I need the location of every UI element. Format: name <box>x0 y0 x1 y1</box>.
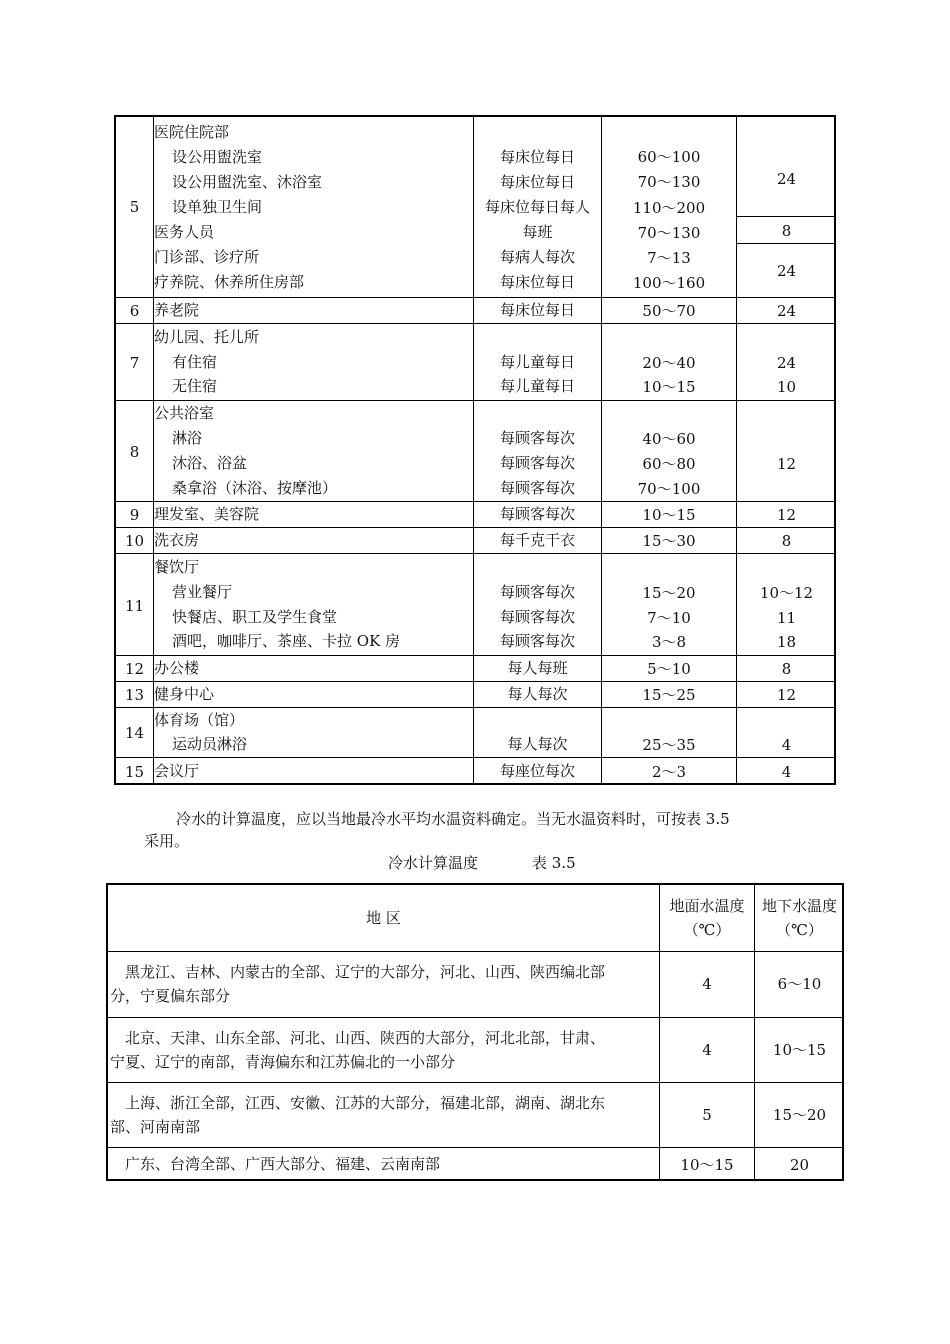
ground-temp: 6～10 <box>777 975 822 993</box>
item-label: 酒吧，咖啡厅、茶座、卡拉 OK 房 <box>172 632 401 650</box>
row-number: 8 <box>129 443 140 461</box>
unit-cell: 每千克干衣 <box>499 531 575 549</box>
row-divider <box>736 216 834 217</box>
row-divider <box>116 400 834 401</box>
unit-cell: 每人每次 <box>507 685 568 703</box>
region-text: 宁夏、辽宁的南部，青海偏东和江苏偏北的一小部分 <box>110 1053 456 1071</box>
quota-cell: 70～130 <box>637 224 701 242</box>
item-label: 疗养院、休养所住房部 <box>154 273 305 291</box>
unit-cell: 每儿童每日 <box>499 377 575 395</box>
quota-cell: 10～15 <box>642 506 696 524</box>
quota-cell: 110～200 <box>632 199 706 217</box>
row-number: 12 <box>124 660 145 678</box>
ground-temp: 20 <box>789 1156 810 1174</box>
unit-cell: 每顾客每次 <box>499 632 575 650</box>
unit-cell: 每座位每次 <box>499 762 575 780</box>
hours-cell: 12 <box>776 506 797 524</box>
quota-cell: 10～15 <box>642 378 696 396</box>
hours-cell: 18 <box>776 633 797 651</box>
row-divider <box>116 323 834 324</box>
surface-temp: 4 <box>702 1041 712 1059</box>
unit-cell: 每床位每日 <box>499 173 575 191</box>
hours-cell: 8 <box>781 222 792 240</box>
item-label: 沐浴、浴盆 <box>172 454 248 472</box>
quota-cell: 5～10 <box>647 660 691 678</box>
item-label: 幼儿园、托儿所 <box>154 328 260 346</box>
region-text: 部、河南南部 <box>110 1118 201 1136</box>
item-label: 公共浴室 <box>154 404 215 422</box>
unit-cell: 每人每次 <box>507 735 568 753</box>
unit-cell: 每床位每日 <box>499 301 575 319</box>
ground-temp: 15～20 <box>772 1106 827 1124</box>
unit-cell: 每病人每次 <box>499 248 575 266</box>
hours-cell: 24 <box>776 354 797 372</box>
region-text: 上海、浙江全部，江西、安徽、江苏的大部分，福建北部，湖南、湖北东 <box>110 1094 606 1112</box>
item-label: 有住宿 <box>172 353 218 371</box>
item-label: 医务人员 <box>154 223 215 241</box>
quota-cell: 70～130 <box>637 173 701 191</box>
quota-cell: 2～3 <box>651 763 687 781</box>
region-text: 分，宁夏偏东部分 <box>110 987 231 1005</box>
unit-cell: 每顾客每次 <box>499 479 575 497</box>
unit-cell: 每床位每日 <box>499 148 575 166</box>
hours-cell: 4 <box>781 763 792 781</box>
item-label: 设公用盥洗室 <box>172 148 263 166</box>
row-number: 10 <box>124 532 145 550</box>
header-surface-unit: （℃） <box>683 921 731 939</box>
unit-cell: 每儿童每日 <box>499 353 575 371</box>
item-label: 无住宿 <box>172 377 218 395</box>
row-divider <box>108 1082 842 1083</box>
quota-cell: 20～40 <box>642 354 696 372</box>
header-region: 地 区 <box>366 909 401 927</box>
unit-cell: 每顾客每次 <box>499 608 575 626</box>
row-divider <box>736 243 834 244</box>
surface-temp: 5 <box>702 1106 712 1124</box>
hours-cell: 10～12 <box>759 584 814 602</box>
unit-cell: 每人每班 <box>507 659 568 677</box>
quota-cell: 7～10 <box>647 609 691 627</box>
quota-cell: 15～20 <box>642 584 696 602</box>
hours-cell: 12 <box>776 686 797 704</box>
item-label: 洗衣房 <box>154 531 200 549</box>
item-label: 健身中心 <box>154 685 215 703</box>
unit-cell: 每班 <box>522 223 553 241</box>
item-label: 营业餐厅 <box>172 583 233 601</box>
table-number: 表 3.5 <box>532 854 576 872</box>
hours-cell: 24 <box>776 262 797 280</box>
hours-cell: 8 <box>781 660 792 678</box>
item-label: 桑拿浴（沐浴、按摩池） <box>172 479 338 497</box>
row-divider <box>116 553 834 554</box>
row-number: 6 <box>129 302 140 320</box>
row-number: 14 <box>124 724 145 742</box>
quota-cell: 70～100 <box>637 480 701 498</box>
quota-cell: 60～80 <box>642 455 696 473</box>
item-label: 淋浴 <box>172 429 203 447</box>
cold-water-temperature-table <box>106 883 844 1181</box>
item-label: 养老院 <box>154 301 200 319</box>
water-quota-table <box>114 115 836 785</box>
quota-cell: 100～160 <box>632 274 706 292</box>
table-caption: 冷水计算温度 <box>388 854 479 872</box>
region-text: 广东、台湾全部、广西大部分、福建、云南南部 <box>110 1155 441 1173</box>
item-label: 理发室、美容院 <box>154 505 260 523</box>
row-number: 5 <box>129 198 140 216</box>
row-divider <box>108 1017 842 1018</box>
ground-temp: 10～15 <box>772 1041 827 1059</box>
item-label: 门诊部、诊疗所 <box>154 248 260 266</box>
item-label: 快餐店、职工及学生食堂 <box>172 608 338 626</box>
header-surface: 地面水温度 <box>669 897 745 915</box>
item-label: 设公用盥洗室、沐浴室 <box>172 173 323 191</box>
unit-cell: 每床位每日每人 <box>484 198 590 216</box>
hours-cell: 4 <box>781 736 792 754</box>
quota-cell: 3～8 <box>651 633 687 651</box>
unit-cell: 每顾客每次 <box>499 583 575 601</box>
unit-cell: 每顾客每次 <box>499 505 575 523</box>
row-number: 11 <box>124 597 145 615</box>
header-ground-unit: （℃） <box>776 921 823 939</box>
hours-cell: 12 <box>776 455 797 473</box>
quota-cell: 50～70 <box>642 302 696 320</box>
paragraph-line: 冷水的计算温度，应以当地最冷水平均水温资料确定。当无水温资料时，可按表 3.5 <box>176 810 730 828</box>
row-divider <box>116 757 834 758</box>
hours-cell: 11 <box>776 609 797 627</box>
item-label: 医院住院部 <box>154 123 230 141</box>
quota-cell: 40～60 <box>642 430 696 448</box>
quota-cell: 15～30 <box>642 532 696 550</box>
quota-cell: 60～100 <box>637 148 701 166</box>
hours-cell: 24 <box>776 302 797 320</box>
row-number: 7 <box>129 354 140 372</box>
row-divider <box>108 951 842 952</box>
item-label: 会议厅 <box>154 762 200 780</box>
unit-cell: 每床位每日 <box>499 273 575 291</box>
quota-cell: 15～25 <box>642 686 696 704</box>
surface-temp: 4 <box>702 975 712 993</box>
region-text: 北京、天津、山东全部、河北、山西、陕西的大部分，河北北部，甘肃、 <box>110 1029 606 1047</box>
item-label: 餐饮厅 <box>154 558 200 576</box>
hours-cell: 10 <box>776 378 797 396</box>
item-label: 办公楼 <box>154 659 200 677</box>
unit-cell: 每顾客每次 <box>499 429 575 447</box>
item-label: 设单独卫生间 <box>172 198 263 216</box>
quota-cell: 25～35 <box>642 736 696 754</box>
paragraph-line: 采用。 <box>144 832 190 850</box>
surface-temp: 10～15 <box>680 1156 734 1174</box>
hours-cell: 24 <box>776 170 797 188</box>
hours-cell: 8 <box>781 532 792 550</box>
row-number: 9 <box>129 506 140 524</box>
item-label: 体育场（馆） <box>154 711 245 729</box>
row-number: 15 <box>124 763 145 781</box>
item-label: 运动员淋浴 <box>172 735 248 753</box>
row-divider <box>108 1147 842 1148</box>
quota-cell: 7～13 <box>647 249 691 267</box>
unit-cell: 每顾客每次 <box>499 454 575 472</box>
row-number: 13 <box>124 686 145 704</box>
header-ground: 地下水温度 <box>761 897 837 915</box>
region-text: 黑龙江、吉林、内蒙古的全部、辽宁的大部分，河北、山西、陕西编北部 <box>110 963 606 981</box>
